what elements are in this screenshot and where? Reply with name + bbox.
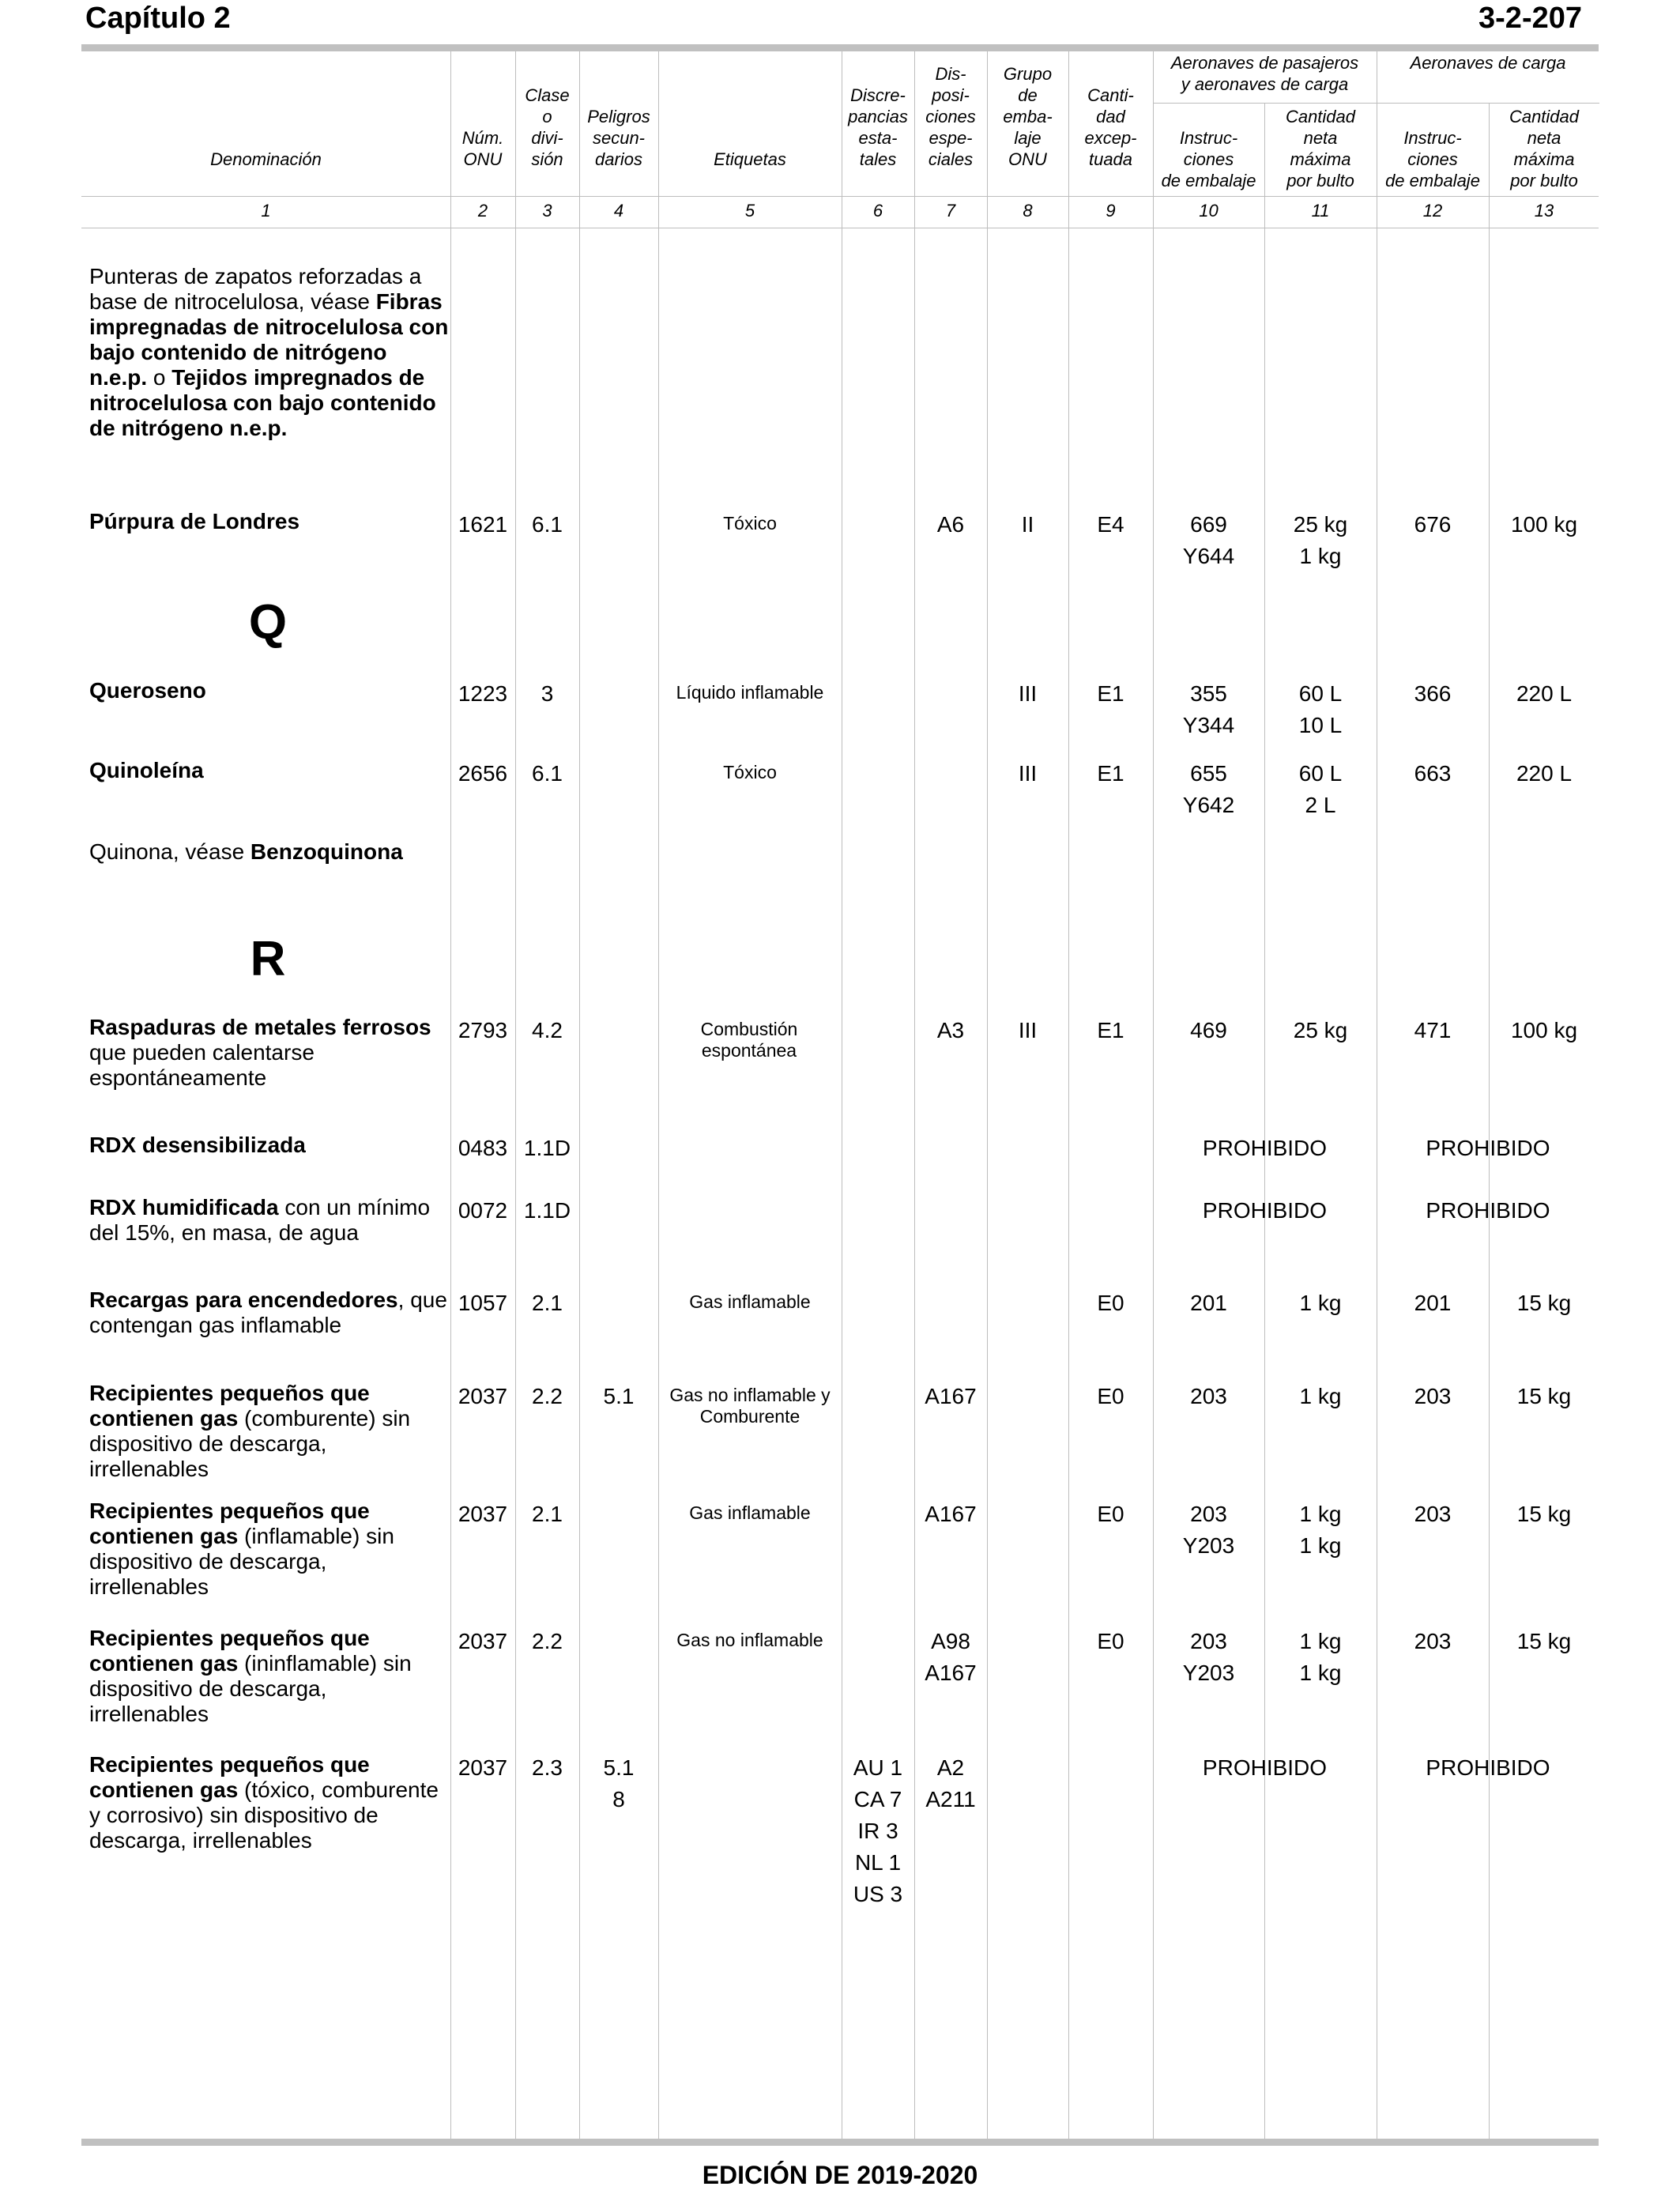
header-packing-group: Grupo de emba- laje ONU (1003, 64, 1053, 169)
header-subsidiary-hazards: Peligros secun- darios (587, 107, 650, 169)
page-number: 3-2-207 (1478, 2, 1582, 35)
top-rule (81, 44, 1599, 51)
header-denominacion: Denominación (210, 149, 322, 169)
edition-footer: EDICIÓN DE 2019-2020 (702, 2161, 978, 2189)
header-state-variations: Discre- pancias esta- tales (848, 85, 908, 169)
state-variations: AU 1 CA 7 IR 3 NL 1 US 3 (853, 1755, 903, 1906)
header-class: Clase o divi- sión (525, 85, 570, 169)
chapter-title: Capítulo 2 (85, 2, 231, 35)
section-letter-r: R (250, 932, 286, 986)
header-passenger-aircraft: Aeronaves de pasajeros y aeronaves de carga (1170, 53, 1359, 94)
table-row: Quinona, véase Benzoquinona (89, 839, 403, 864)
header-un-number: Núm. ONU (461, 128, 504, 169)
header-max-qty-cargo: Cantidad neta máxima por bulto (1509, 107, 1580, 190)
header-packing-instructions-pass: Instruc- ciones de embalaje (1161, 128, 1256, 190)
header-labels: Etiquetas (714, 149, 786, 169)
header-max-qty-pass: Cantidad neta máxima por bulto (1285, 107, 1356, 190)
section-letter-q: Q (248, 595, 288, 650)
header-special-provisions: Dis- posi- ciones espe- ciales (925, 64, 976, 169)
header-cargo-aircraft: Aeronaves de carga (1410, 53, 1566, 73)
bottom-rule (81, 2139, 1599, 2146)
table-row: Punteras de zapatos reforzadas a base de nitrocelulosa, véase Fibras impregnadas de nitrocelulosa con bajo contenido de nitrógeno n.e.p. o Tejidos impregnados de nitrocelulosa con bajo contenido de nitrógeno n.e.p. (89, 264, 449, 440)
header-packing-instructions-cargo: Instruc- ciones de embalaje (1385, 128, 1480, 190)
header-excepted-quantity: Canti- dad excep- tuada (1084, 85, 1137, 169)
